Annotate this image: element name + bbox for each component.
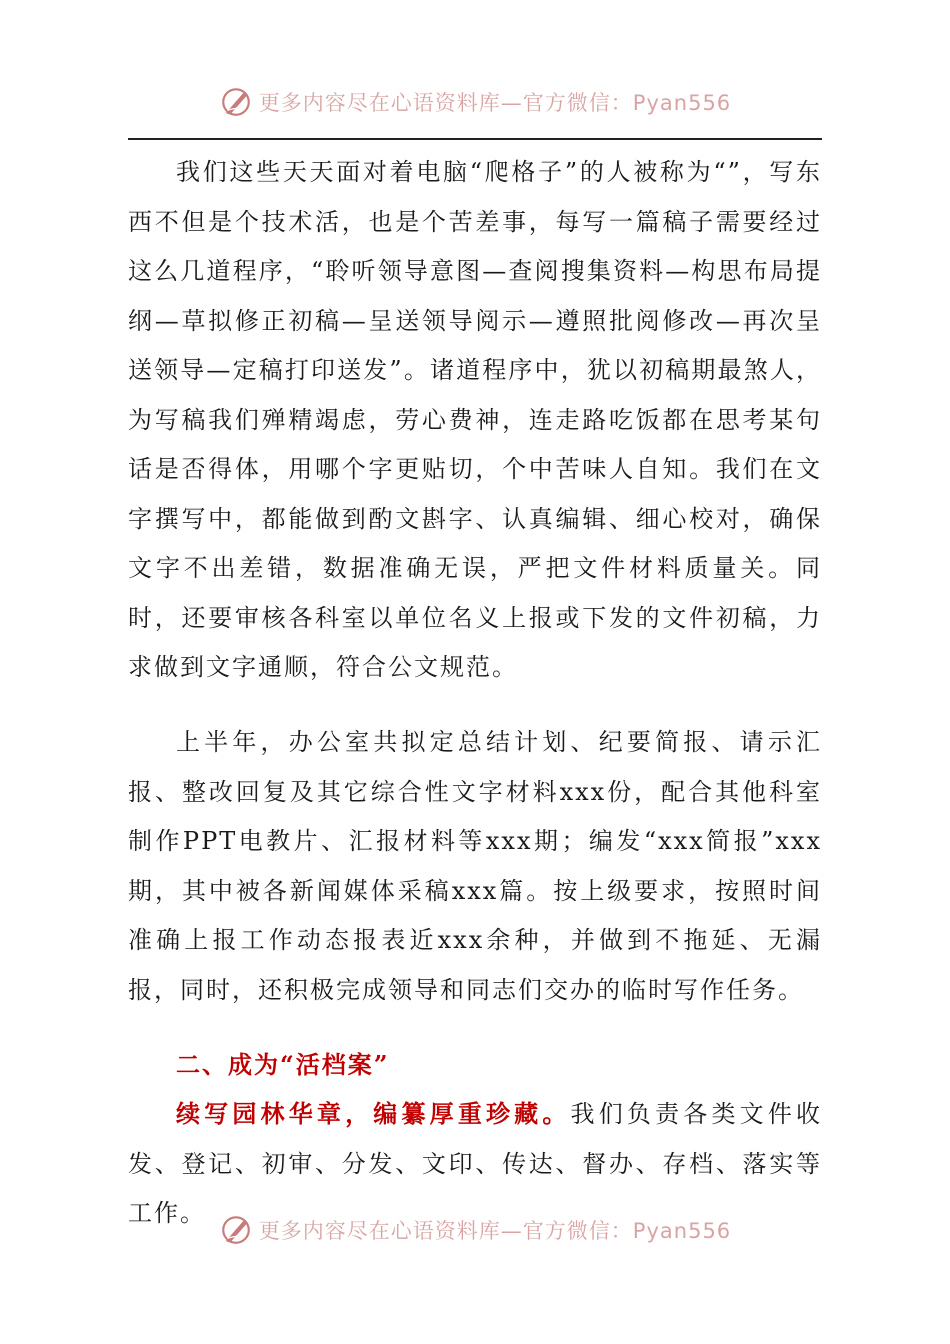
header-banner-text: 更多内容尽在心语资料库—官方微信：Pyan556 — [258, 91, 732, 115]
paragraph-1: 我们这些天天面对着电脑“爬格子”的人被称为“”，写东西不但是个技术活，也是个苦差事，每写一篇稿子需要经过这么几道程序，“聆听领导意图—查阅搜集资料—构思布局提纲—草拟修正初稿—呈送领导阅示—遵照批阅修改—再次呈送领导—定稿打印送发”。诸道程序中，犹以初稿期最煞人，为写稿我们殚精竭虑，劳心费神，连走路吃饭都在思考某句话是否得体，用哪个字更贴切，个中苦味人自知。我们在文字撰写中，都能做到酌文斟字、认真编辑、细心校对，确保文字不出差错，数据准确无误，严把文件材料质量关。同时，还要审核各科室以单位名义上报或下发的文件初稿，力求做到文字通顺，符合公文规范。 — [128, 158, 822, 681]
section-heading: 二、成为“活档案” — [176, 1050, 390, 1079]
footer-banner — [0, 1210, 950, 1250]
paragraph-3-lead: 续写园林华章，编纂厚重珍藏。 — [176, 1099, 571, 1128]
section-heading-block — [128, 1040, 822, 1090]
pen-logo-icon — [219, 1213, 253, 1247]
header-divider — [128, 138, 822, 140]
paragraph-2: 上半年，办公室共拟定总结计划、纪要简报、请示汇报、整改回复及其它综合性文字材料xxx份，配合其他科室制作PPT电教片、汇报材料等xxx期；编发“xxx简报”xxx期，其中被各新闻媒体采稿xxx篇。按上级要求，按照时间准确上报工作动态报表近xxx余种，并做到不拖延、无漏报，同时，还积极完成领导和同志们交办的临时写作任务。 — [128, 728, 822, 1004]
paragraph-1-block — [128, 148, 822, 693]
pen-logo-icon — [219, 85, 253, 119]
header-banner — [0, 82, 950, 122]
paragraph-3-rest: 我们负责各类文件收发、登记、初审、分发、文印、传达、督办、存档、落实等工作。 — [128, 1100, 823, 1227]
paragraph-2-block — [128, 718, 822, 1015]
footer-banner-text: 更多内容尽在心语资料库—官方微信：Pyan556 — [258, 1219, 732, 1243]
